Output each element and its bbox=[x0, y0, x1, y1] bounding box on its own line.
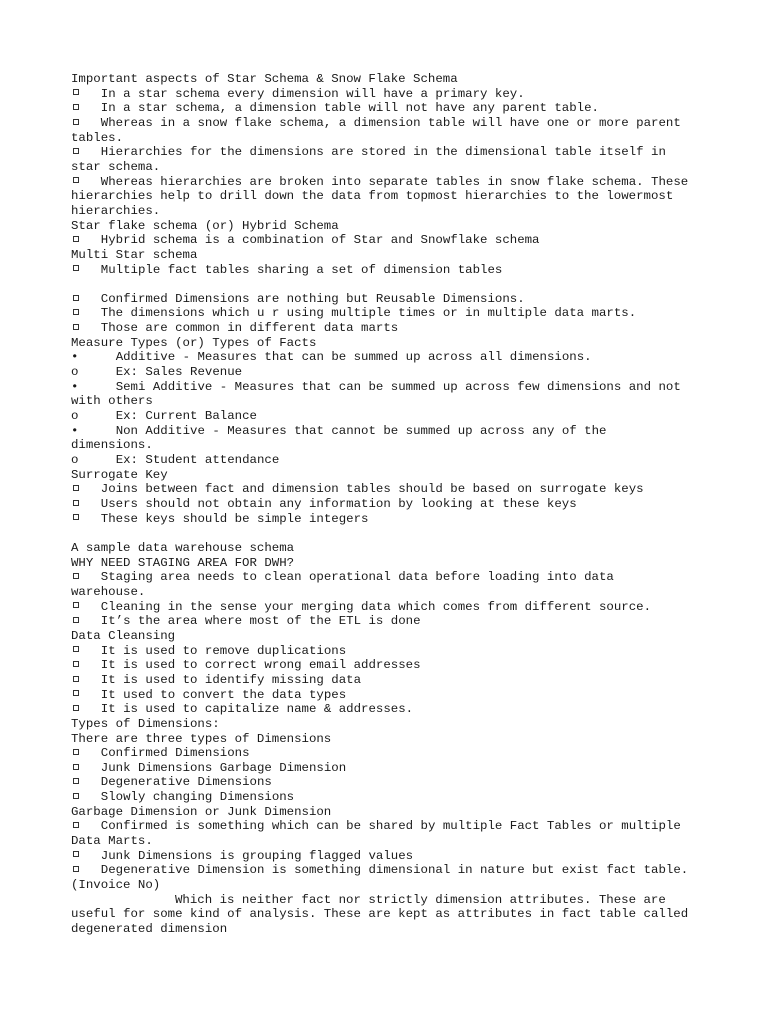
text-line bbox=[71, 805, 711, 820]
list-item-text: Whereas hierarchies are broken into separate tables in snow flake schema. These bbox=[100, 174, 689, 189]
square-bullet-icon bbox=[71, 849, 101, 864]
continuation-line: hierarchies. bbox=[71, 203, 161, 218]
list-item bbox=[71, 306, 711, 321]
square-bullet-icon bbox=[71, 600, 101, 615]
line-text: Which is neither fact nor strictly dimension attributes. These are bbox=[175, 892, 666, 907]
text-line bbox=[71, 541, 711, 556]
square-bullet-icon bbox=[71, 790, 101, 805]
blank-line bbox=[71, 526, 711, 541]
square-bullet-icon bbox=[71, 482, 101, 497]
bullet-icon: • bbox=[71, 350, 79, 365]
list-item-text: It is used to remove duplications bbox=[100, 643, 347, 658]
list-item-text: In a star schema, a dimension table will not have any parent table. bbox=[100, 101, 599, 116]
line-text: Important aspects of Star Schema & Snow Flake Schema bbox=[71, 72, 458, 86]
square-bullet-icon bbox=[71, 614, 101, 629]
list-item bbox=[71, 409, 711, 424]
continuation-line: with others bbox=[71, 394, 153, 409]
circle-bullet-icon: o bbox=[71, 409, 79, 424]
list-item-text: It’s the area where most of the ETL is done bbox=[100, 614, 421, 629]
list-item bbox=[71, 292, 711, 307]
list-item bbox=[71, 746, 711, 761]
text-line bbox=[71, 556, 711, 571]
list-item bbox=[71, 790, 711, 805]
list-item bbox=[71, 761, 711, 776]
list-item-text: It used to convert the data types bbox=[100, 687, 347, 702]
square-bullet-icon bbox=[71, 497, 101, 512]
list-item-text: Confirmed Dimensions are nothing but Reusable Dimensions. bbox=[100, 291, 525, 306]
list-item-text: Hybrid schema is a combination of Star and Snowflake schema bbox=[100, 233, 540, 248]
list-item-text: These keys should be simple integers bbox=[100, 511, 369, 526]
list-item-text: It is used to identify missing data bbox=[100, 672, 362, 687]
line-text: Types of Dimensions: bbox=[71, 716, 220, 731]
list-item bbox=[71, 614, 711, 629]
square-bullet-icon bbox=[71, 233, 101, 248]
list-item bbox=[71, 702, 711, 717]
continuation-line: warehouse. bbox=[71, 584, 146, 599]
list-item-text: In a star schema every dimension will have a primary key. bbox=[100, 86, 525, 101]
text-line bbox=[71, 336, 711, 351]
continuation-line: useful for some kind of analysis. These are kept as attributes in fact table called bbox=[71, 907, 689, 922]
text-line bbox=[71, 629, 711, 644]
list-item-text: Multiple fact tables sharing a set of dimension tables bbox=[100, 262, 503, 277]
square-bullet-icon bbox=[71, 644, 101, 659]
line-text: Garbage Dimension or Junk Dimension bbox=[71, 804, 332, 819]
list-item-text: Whereas in a snow flake schema, a dimension table will have one or more parent bbox=[100, 115, 681, 130]
list-item bbox=[71, 819, 711, 834]
bullet-icon: • bbox=[71, 423, 79, 438]
square-bullet-icon bbox=[71, 819, 101, 834]
list-item-text: It is used to correct wrong email addresses bbox=[100, 658, 421, 673]
list-item-text: Ex: Sales Revenue bbox=[115, 365, 243, 380]
square-bullet-icon bbox=[71, 321, 101, 336]
list-item-text: Degenerative Dimensions bbox=[100, 775, 272, 790]
list-item-text: Slowly changing Dimensions bbox=[100, 790, 295, 805]
square-bullet-icon bbox=[71, 292, 101, 307]
list-item-text: Junk Dimensions Garbage Dimension bbox=[100, 760, 347, 775]
list-item bbox=[71, 233, 711, 248]
continuation-line: (Invoice No) bbox=[71, 878, 161, 893]
text-line bbox=[71, 717, 711, 732]
list-item-text: Users should not obtain any information by looking at these keys bbox=[100, 497, 577, 512]
square-bullet-icon bbox=[71, 863, 101, 878]
square-bullet-icon bbox=[71, 761, 101, 776]
list-item bbox=[71, 688, 711, 703]
list-item bbox=[71, 145, 711, 160]
list-item bbox=[71, 263, 711, 278]
list-item bbox=[71, 497, 711, 512]
list-item bbox=[71, 482, 711, 497]
list-item bbox=[71, 453, 711, 468]
list-item-text: Junk Dimensions is grouping flagged values bbox=[100, 848, 414, 863]
list-item-text: Those are common in different data marts bbox=[100, 321, 399, 336]
text-line bbox=[71, 468, 711, 483]
square-bullet-icon bbox=[71, 512, 101, 527]
line-text: Star flake schema (or) Hybrid Schema bbox=[71, 218, 339, 233]
square-bullet-icon bbox=[71, 175, 101, 190]
line-text: Multi Star schema bbox=[71, 247, 198, 262]
list-item bbox=[71, 87, 711, 102]
list-item bbox=[71, 673, 711, 688]
square-bullet-icon bbox=[71, 116, 101, 131]
square-bullet-icon bbox=[71, 658, 101, 673]
list-item bbox=[71, 775, 711, 790]
paragraph-line bbox=[71, 893, 711, 908]
list-item bbox=[71, 849, 711, 864]
list-item bbox=[71, 350, 711, 365]
list-item-text: Hierarchies for the dimensions are stored in the dimensional table itself in bbox=[100, 145, 666, 160]
square-bullet-icon bbox=[71, 263, 101, 278]
continuation-line: dimensions. bbox=[71, 438, 153, 453]
list-item bbox=[71, 380, 711, 395]
list-item-text: Non Additive - Measures that cannot be summed up across any of the bbox=[115, 423, 607, 438]
square-bullet-icon bbox=[71, 775, 101, 790]
list-item-text: Confirmed is something which can be shared by multiple Fact Tables or multiple bbox=[100, 819, 681, 834]
list-item-text: Cleaning in the sense your merging data which comes from different source. bbox=[100, 599, 652, 614]
text-line bbox=[71, 72, 711, 87]
continuation-line: star schema. bbox=[71, 159, 161, 174]
list-item-text: Additive - Measures that can be summed up across all dimensions. bbox=[115, 350, 592, 365]
list-item bbox=[71, 321, 711, 336]
square-bullet-icon bbox=[71, 688, 101, 703]
line-text: A sample data warehouse schema bbox=[71, 540, 295, 555]
square-bullet-icon bbox=[71, 145, 101, 160]
circle-bullet-icon: o bbox=[71, 453, 79, 468]
list-item-text: Ex: Current Balance bbox=[115, 409, 257, 424]
square-bullet-icon bbox=[71, 87, 101, 102]
list-item bbox=[71, 424, 711, 439]
square-bullet-icon bbox=[71, 673, 101, 688]
list-item-text: Joins between fact and dimension tables should be based on surrogate keys bbox=[100, 482, 644, 497]
list-item bbox=[71, 365, 711, 380]
list-item-text: It is used to capitalize name & addresses. bbox=[100, 702, 414, 717]
text-line bbox=[71, 248, 711, 263]
line-text: WHY NEED STAGING AREA FOR DWH? bbox=[71, 555, 295, 570]
list-item bbox=[71, 175, 711, 190]
list-item-text: Staging area needs to clean operational data before loading into data bbox=[100, 570, 614, 585]
list-item bbox=[71, 116, 711, 131]
blank-line bbox=[71, 277, 711, 292]
list-item-text: Confirmed Dimensions bbox=[100, 746, 250, 761]
list-item bbox=[71, 863, 711, 878]
square-bullet-icon bbox=[71, 306, 101, 321]
list-item bbox=[71, 644, 711, 659]
continuation-line: degenerated dimension bbox=[71, 922, 228, 937]
text-line bbox=[71, 732, 711, 747]
square-bullet-icon bbox=[71, 570, 101, 585]
square-bullet-icon bbox=[71, 746, 101, 761]
line-text: Data Cleansing bbox=[71, 628, 176, 643]
list-item-text: Degenerative Dimension is something dimensional in nature but exist fact table. bbox=[100, 863, 689, 878]
continuation-line: tables. bbox=[71, 130, 124, 145]
continuation-line: hierarchies help to drill down the data from topmost hierarchies to the lowermost bbox=[71, 189, 674, 204]
list-item bbox=[71, 101, 711, 116]
list-item-text: Ex: Student attendance bbox=[115, 453, 280, 468]
circle-bullet-icon: o bbox=[71, 365, 79, 380]
line-text: There are three types of Dimensions bbox=[71, 731, 332, 746]
square-bullet-icon bbox=[71, 702, 101, 717]
list-item bbox=[71, 570, 711, 585]
square-bullet-icon bbox=[71, 101, 101, 116]
bullet-icon: • bbox=[71, 379, 79, 394]
line-text: Measure Types (or) Types of Facts bbox=[71, 335, 317, 350]
list-item-text: Semi Additive - Measures that can be summed up across few dimensions and not bbox=[115, 379, 681, 394]
document-body bbox=[71, 72, 711, 937]
line-text: Surrogate Key bbox=[71, 467, 168, 482]
continuation-line: Data Marts. bbox=[71, 834, 153, 849]
list-item bbox=[71, 512, 711, 527]
text-line bbox=[71, 219, 711, 234]
list-item bbox=[71, 658, 711, 673]
list-item bbox=[71, 600, 711, 615]
list-item-text: The dimensions which u r using multiple times or in multiple data marts. bbox=[100, 306, 637, 321]
